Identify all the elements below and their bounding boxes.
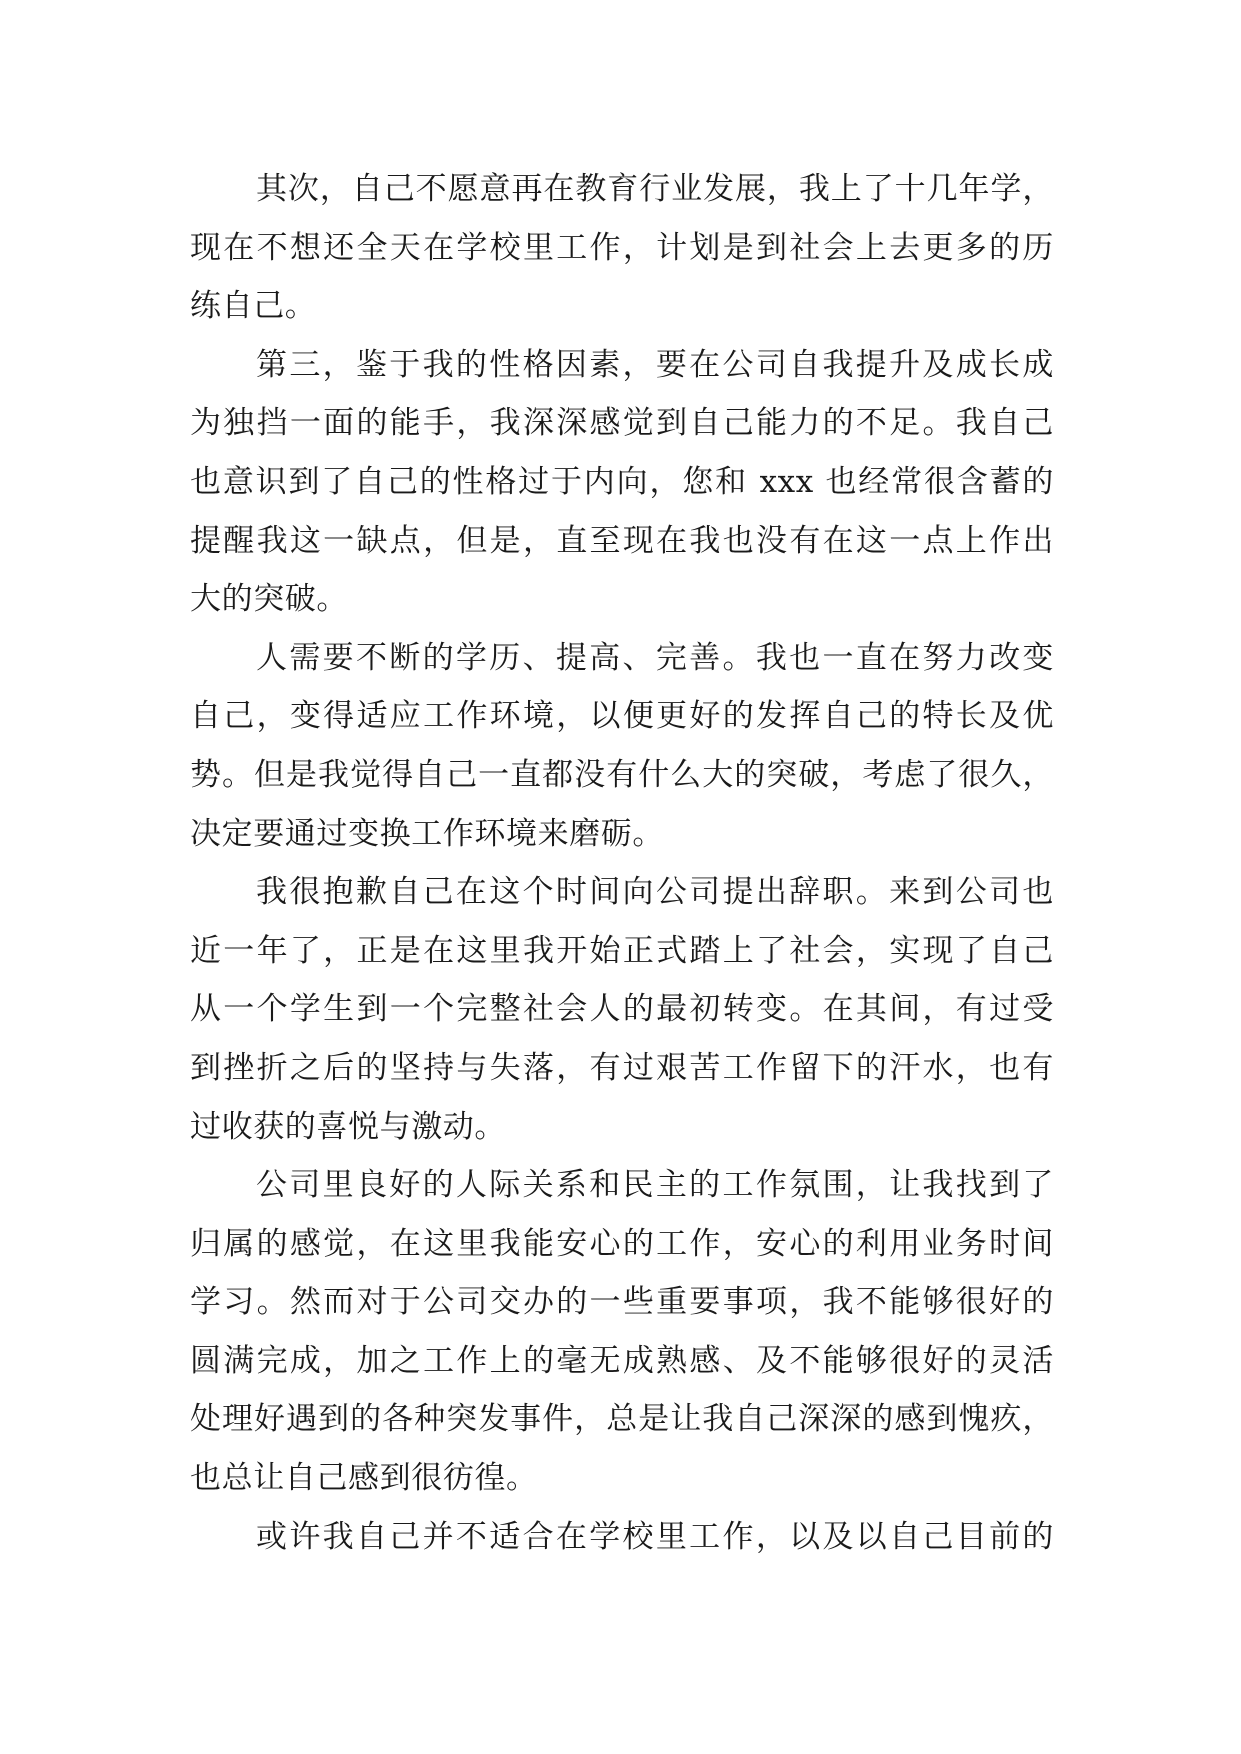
document-body [190, 160, 1054, 1566]
paragraph [190, 1508, 1054, 1567]
text-line: 近一年了，正是在这里我开始正式踏上了社会，实现了自己 [190, 932, 1054, 969]
text-line: 处理好遇到的各种突发事件，总是让我自己深深的感到愧疚， [190, 1401, 1054, 1438]
text-line: 圆满完成，加之工作上的毫无成熟感、及不能够很好的灵活 [190, 1342, 1054, 1379]
text-line: 决定要通过变换工作环境来磨砺。 [190, 815, 664, 852]
paragraph [190, 863, 1054, 1156]
text-line: 归属的感觉，在这里我能安心的工作，安心的利用业务时间 [190, 1225, 1054, 1262]
text-line: 学习。然而对于公司交办的一些重要事项，我不能够很好的 [190, 1284, 1054, 1321]
text-line: 自己，变得适应工作环境，以便更好的发挥自己的特长及优 [190, 698, 1054, 735]
text-line: 过收获的喜悦与激动。 [190, 1108, 506, 1145]
text-line: 为独挡一面的能手，我深深感觉到自己能力的不足。我自己 [190, 405, 1054, 442]
text-line: 其次，自己不愿意再在教育行业发展，我上了十几年学， [256, 171, 1054, 207]
text-line: 现在不想还全天在学校里工作，计划是到社会上去更多的历 [190, 229, 1054, 266]
text-line: 人需要不断的学历、提高、完善。我也一直在努力改变 [256, 639, 1054, 676]
paragraph [190, 336, 1054, 629]
paragraph [190, 629, 1054, 863]
text-line: 势。但是我觉得自己一直都没有什么大的突破，考虑了很久， [190, 756, 1054, 793]
text-line: 公司里良好的人际关系和民主的工作氛围，让我找到了 [256, 1167, 1054, 1204]
text-line: 提醒我这一缺点，但是，直至现在我也没有在这一点上作出 [190, 522, 1054, 559]
text-line: 大的突破。 [190, 581, 348, 618]
text-line: 到挫折之后的坚持与失落，有过艰苦工作留下的汗水，也有 [190, 1049, 1054, 1086]
text-line: 也意识到了自己的性格过于内向，您和 xxx 也经常很含蓄的 [190, 463, 1054, 500]
text-line: 从一个学生到一个完整社会人的最初转变。在其间，有过受 [190, 991, 1054, 1028]
text-line: 第三，鉴于我的性格因素，要在公司自我提升及成长成 [256, 346, 1054, 383]
paragraph [190, 160, 1054, 336]
text-line: 或许我自己并不适合在学校里工作，以及以自己目前的 [256, 1518, 1054, 1555]
paragraph [190, 1156, 1054, 1508]
text-line: 也总让自己感到很彷徨。 [190, 1460, 538, 1497]
text-line: 我很抱歉自己在这个时间向公司提出辞职。来到公司也 [256, 874, 1054, 911]
text-line: 练自己。 [190, 288, 317, 325]
